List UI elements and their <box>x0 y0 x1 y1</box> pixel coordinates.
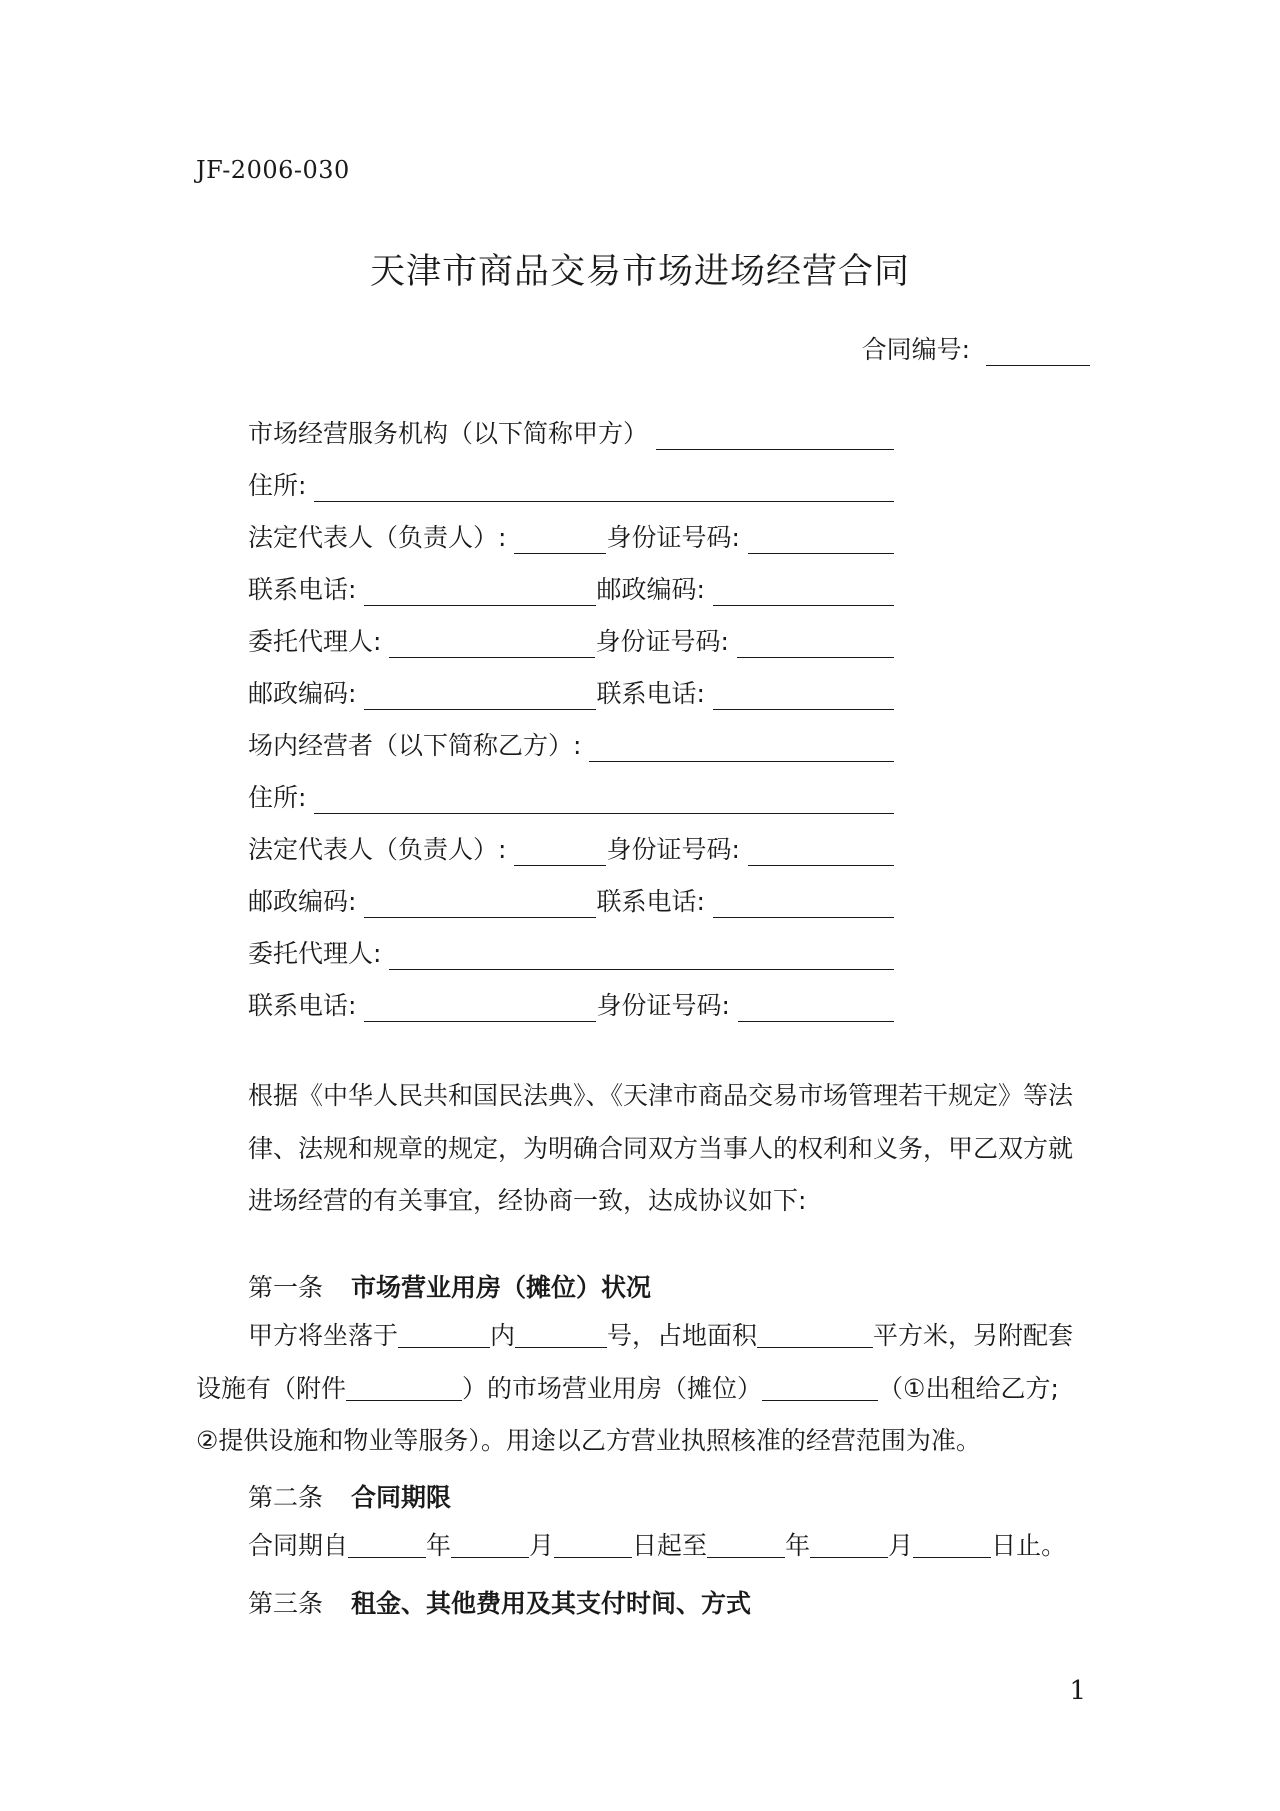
article-1-number: 第一条 <box>248 1273 324 1302</box>
party-b-id2-blank[interactable] <box>738 995 894 1022</box>
party-a-org-blank[interactable] <box>656 423 894 450</box>
party-b-address-row <box>248 780 894 814</box>
party-b-agent-label: 委托代理人: <box>248 939 382 968</box>
party-a-postcode2-row <box>248 676 894 710</box>
location-blank[interactable] <box>398 1323 490 1348</box>
party-b-postcode-row <box>248 884 894 918</box>
article-3-number: 第三条 <box>248 1589 324 1618</box>
page-number: 1 <box>1069 1676 1086 1706</box>
article-1-text: 设施有（附件 <box>196 1373 347 1403</box>
party-b-address-label: 住所: <box>248 783 307 812</box>
party-b-legal-rep-blank[interactable] <box>514 839 606 866</box>
party-a-postcode-label: 邮政编码: <box>596 575 705 604</box>
party-a-agent-row <box>248 624 894 658</box>
party-b-org-label: 场内经营者（以下简称乙方）: <box>248 731 582 760</box>
article-3-heading <box>248 1584 751 1620</box>
article-2-title: 合同期限 <box>351 1483 452 1512</box>
party-a-phone-row <box>248 572 894 606</box>
start-year-blank[interactable] <box>348 1533 426 1558</box>
document-title: 天津市商品交易市场进场经营合同 <box>369 252 910 292</box>
contract-number <box>862 330 1090 366</box>
stall-blank[interactable] <box>762 1376 878 1401</box>
end-year-blank[interactable] <box>707 1533 785 1558</box>
party-a-postcode-blank[interactable] <box>713 579 894 606</box>
party-b-agent-row <box>248 936 894 970</box>
party-a-phone-label: 联系电话: <box>248 575 357 604</box>
article-1-text: （①出租给乙方; <box>878 1373 1059 1403</box>
party-a-legal-rep-row <box>248 520 894 554</box>
article-1-text: 平方米，另附配套 <box>873 1321 1074 1350</box>
end-day-blank[interactable] <box>913 1533 991 1558</box>
article-1-text: 甲方将坐落于 <box>248 1321 399 1350</box>
party-b-org-blank[interactable] <box>589 735 894 762</box>
article-2-text: 日起至 <box>632 1531 708 1560</box>
party-b-phone-blank[interactable] <box>713 891 894 918</box>
contract-number-blank[interactable] <box>986 339 1090 366</box>
party-b-agent-blank[interactable] <box>389 943 894 970</box>
article-2-text: 日止。 <box>991 1531 1067 1560</box>
article-3-title: 租金、其他费用及其支付时间、方式 <box>351 1589 752 1618</box>
party-a-phone2-label: 联系电话: <box>596 679 705 708</box>
end-month-blank[interactable] <box>810 1533 888 1558</box>
article-2-text: 年 <box>426 1531 452 1560</box>
party-a-agent-label: 委托代理人: <box>248 627 382 656</box>
preamble <box>196 1070 1096 1228</box>
article-2-text: 月 <box>888 1531 914 1560</box>
party-b-postcode-label: 邮政编码: <box>248 887 357 916</box>
party-a-org-label: 市场经营服务机构（以下简称甲方） <box>248 419 649 448</box>
contract-number-label: 合同编号: <box>861 335 970 364</box>
party-b-phone2-label: 联系电话: <box>248 991 357 1020</box>
start-month-blank[interactable] <box>451 1533 529 1558</box>
party-a-agent-id-label: 身份证号码: <box>595 627 729 656</box>
article-2-number: 第二条 <box>248 1483 324 1512</box>
number-blank[interactable] <box>515 1323 607 1348</box>
article-1-text: 号，占地面积 <box>607 1321 758 1350</box>
preamble-text: 根据《中华人民共和国民法典》、《天津市商品交易市场管理若干规定》等法律、法规和规章的规定，为明确合同双方当事人的权利和义务，甲乙双方就进场经营的有关事宜，经协商一致，达成协议如下: <box>248 1081 1074 1215</box>
party-b-org-row <box>248 728 894 762</box>
article-1-line-2 <box>196 1363 1096 1416</box>
party-a-agent-blank[interactable] <box>389 631 595 658</box>
party-a-agent-id-blank[interactable] <box>737 631 894 658</box>
article-2-text: 月 <box>529 1531 555 1560</box>
attachment-blank[interactable] <box>346 1376 462 1401</box>
area-blank[interactable] <box>757 1323 873 1348</box>
article-1-text: 内 <box>490 1321 516 1350</box>
party-a-postcode2-label: 邮政编码: <box>248 679 357 708</box>
party-a-id-label: 身份证号码: <box>606 523 740 552</box>
party-a-legal-rep-blank[interactable] <box>514 527 606 554</box>
party-a-org-row <box>248 416 894 450</box>
article-1-line-3: ②提供设施和物业等服务）。用途以乙方营业执照核准的经营范围为准。 <box>196 1426 981 1455</box>
party-b-id-label: 身份证号码: <box>606 835 740 864</box>
party-a-address-label: 住所: <box>248 471 307 500</box>
party-b-phone2-blank[interactable] <box>364 995 596 1022</box>
party-a-postcode2-blank[interactable] <box>364 683 596 710</box>
article-2-text: 年 <box>785 1531 811 1560</box>
document-code: JF-2006-030 <box>196 156 350 184</box>
party-b-legal-rep-label: 法定代表人（负责人）: <box>248 835 507 864</box>
party-a-address-blank[interactable] <box>314 475 894 502</box>
article-2-body <box>196 1520 1096 1573</box>
article-1-title: 市场营业用房（摊位）状况 <box>351 1273 652 1302</box>
article-2-heading <box>248 1478 451 1514</box>
article-1-text: ）的市场营业用房（摊位） <box>462 1373 763 1403</box>
article-1-line-1 <box>196 1310 1096 1363</box>
party-b-id-blank[interactable] <box>748 839 894 866</box>
article-1-body <box>196 1310 1096 1468</box>
party-a-legal-rep-label: 法定代表人（负责人）: <box>248 523 507 552</box>
party-a-phone2-blank[interactable] <box>713 683 894 710</box>
start-day-blank[interactable] <box>554 1533 632 1558</box>
party-b-postcode-blank[interactable] <box>364 891 596 918</box>
party-a-phone-blank[interactable] <box>364 579 596 606</box>
party-a-id-blank[interactable] <box>748 527 894 554</box>
party-a-address-row <box>248 468 894 502</box>
party-b-id2-label: 身份证号码: <box>596 991 730 1020</box>
article-2-line-1 <box>196 1520 1096 1573</box>
party-b-phone2-row <box>248 988 894 1022</box>
party-b-phone-label: 联系电话: <box>596 887 705 916</box>
party-b-address-blank[interactable] <box>314 787 894 814</box>
article-1-heading <box>248 1268 651 1304</box>
party-b-legal-rep-row <box>248 832 894 866</box>
article-2-text: 合同期自 <box>248 1531 349 1560</box>
